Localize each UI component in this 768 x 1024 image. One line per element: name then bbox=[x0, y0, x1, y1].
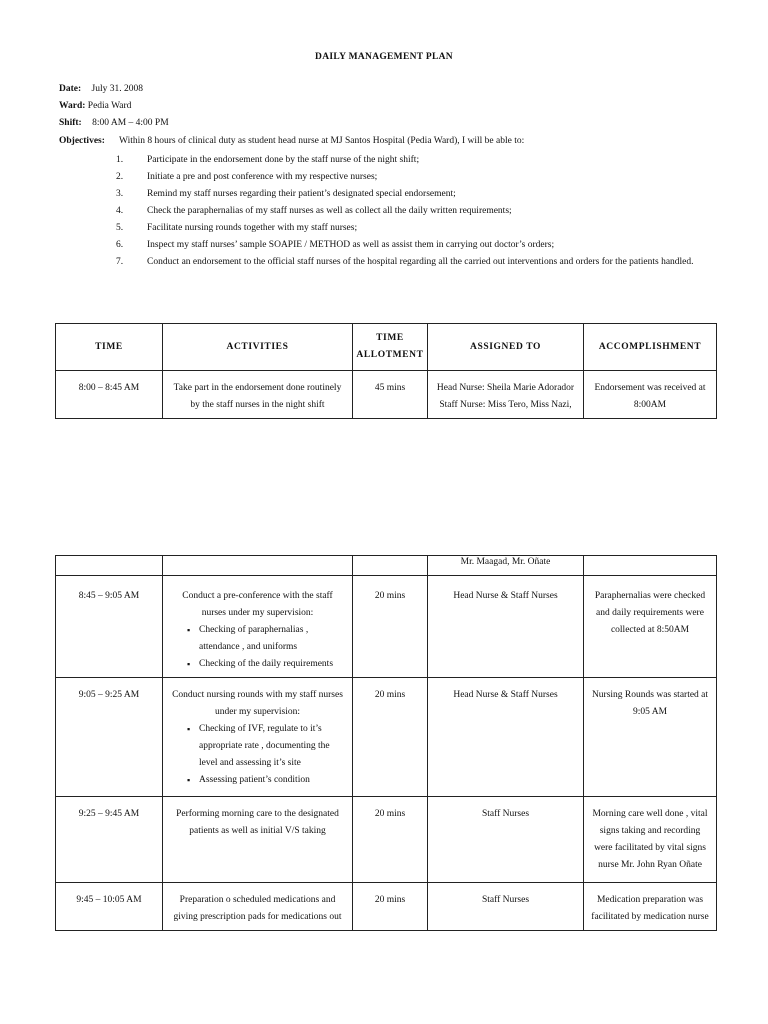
objective-item: 3. Remind my staff nurses regarding their patient’s designated special endorsement; bbox=[116, 189, 456, 199]
objective-item: 5. Facilitate nursing rounds together with my staff nurses; bbox=[116, 223, 358, 233]
row-accomplishment: Morning care well done , vital signs taking and recording were facilitated by vital signs nurse Mr. John Ryan Oñate bbox=[592, 809, 708, 870]
header-time-allotment: TIME ALLOTMENT bbox=[353, 324, 428, 371]
row-activity: Preparation o scheduled medications and giving prescription pads for medications out bbox=[173, 895, 342, 922]
objectives-list bbox=[116, 152, 710, 271]
row-activity: Performing morning care to the designated patients as well as initial V/S taking bbox=[176, 809, 339, 836]
row-allotment: 45 mins bbox=[374, 383, 406, 393]
objectives-line bbox=[59, 136, 525, 146]
shift-value: 8:00 AM – 4:00 PM bbox=[92, 118, 169, 128]
objective-item: 2. Initiate a pre and post conference with my respective nurses; bbox=[116, 172, 378, 182]
plan-table-page-1 bbox=[55, 323, 717, 419]
plan-table-page-2 bbox=[55, 555, 717, 931]
table-row bbox=[56, 678, 717, 797]
objectives-intro: Within 8 hours of clinical duty as student head nurse at MJ Santos Hospital (Pedia Ward), I will be able to: bbox=[119, 136, 525, 146]
ward-label: Ward: bbox=[59, 101, 86, 111]
date-line bbox=[59, 84, 143, 94]
bullet-item: ▪ Checking of the daily requirements bbox=[187, 656, 348, 673]
shift-line bbox=[59, 118, 169, 128]
shift-label: Shift: bbox=[59, 118, 82, 128]
table-header-row bbox=[56, 324, 717, 371]
table-row bbox=[56, 576, 717, 678]
row-accomplishment: Medication preparation was facilitated by medication nurse bbox=[591, 895, 709, 922]
row-assigned: Mr. Maagad, Mr. Oñate bbox=[460, 557, 551, 567]
row-allotment: 20 mins bbox=[374, 895, 406, 905]
bullet-item: ▪ Checking of IVF, regulate to it’s appropriate rate , documenting the level and assessing it’s site bbox=[187, 721, 348, 772]
header-accomplishment: ACCOMPLISHMENT bbox=[584, 324, 717, 371]
row-allotment: 20 mins bbox=[374, 809, 406, 819]
row-time: 9:05 – 9:25 AM bbox=[78, 690, 140, 700]
bullet-item: ▪ Assessing patient’s condition bbox=[187, 772, 348, 789]
row-assigned: Head Nurse & Staff Nurses bbox=[453, 690, 558, 700]
row-assigned: Head Nurse & Staff Nurses bbox=[453, 591, 558, 601]
row-assigned: Staff Nurses bbox=[481, 895, 530, 905]
row-assigned: Head Nurse: Sheila Marie Adorador Staff Nurse: Miss Tero, Miss Nazi, bbox=[436, 383, 575, 410]
objective-item: 6. Inspect my staff nurses’ sample SOAPIE / METHOD as well as assist them in carrying out doctor’s orders; bbox=[116, 240, 555, 250]
objective-item: 7. Conduct an endorsement to the official staff nurses of the hospital regarding all the carried out interventions and orders for the patients handled. bbox=[116, 257, 694, 267]
row-accomplishment: Nursing Rounds was started at 9:05 AM bbox=[591, 690, 709, 717]
objectives-label: Objectives: bbox=[59, 136, 105, 146]
row-allotment: 20 mins bbox=[374, 591, 406, 601]
ward-value: Pedia Ward bbox=[87, 101, 132, 111]
row-time: 9:25 – 9:45 AM bbox=[78, 809, 140, 819]
date-value: July 31. 2008 bbox=[91, 84, 144, 94]
date-label: Date: bbox=[59, 84, 82, 94]
row-time: 9:45 – 10:05 AM bbox=[76, 895, 142, 905]
row-time: 8:00 – 8:45 AM bbox=[78, 383, 140, 393]
row-activity: Conduct a pre-conference with the staff nurses under my supervision: ▪ Checking of paraphernalias , attendance , and uniforms ▪ Checking of the daily requirements bbox=[163, 576, 352, 677]
objective-item: 4. Check the paraphernalias of my staff nurses as well as collect all the daily written requirements; bbox=[116, 206, 512, 216]
ward-line bbox=[59, 101, 131, 111]
header-assigned-to: ASSIGNED TO bbox=[428, 324, 584, 371]
row-allotment: 20 mins bbox=[374, 690, 406, 700]
row-accomplishment: Paraphernalias were checked and daily requirements were collected at 8:50AM bbox=[594, 591, 706, 635]
table-row bbox=[56, 371, 717, 419]
row-assigned: Staff Nurses bbox=[481, 809, 530, 819]
table-row bbox=[56, 797, 717, 883]
row-time: 8:45 – 9:05 AM bbox=[78, 591, 140, 601]
row-activity: Conduct nursing rounds with my staff nurses under my supervision: ▪ Checking of IVF, regulate to it’s appropriate rate , documenting the level and assessing it’s site ▪ Assessing patient’s condition bbox=[163, 678, 352, 793]
header-time: TIME bbox=[56, 324, 163, 371]
table-row bbox=[56, 556, 717, 576]
bullet-item: ▪ Checking of paraphernalias , attendance , and uniforms bbox=[187, 622, 348, 656]
document-title: DAILY MANAGEMENT PLAN bbox=[315, 52, 453, 62]
header-activities: ACTIVITIES bbox=[163, 324, 353, 371]
row-accomplishment: Endorsement was received at 8:00AM bbox=[594, 383, 706, 410]
objective-item: 1. Participate in the endorsement done by the staff nurse of the night shift; bbox=[116, 155, 420, 165]
row-activity: Take part in the endorsement done routinely by the staff nurses in the night shift bbox=[173, 383, 342, 410]
table-row bbox=[56, 883, 717, 931]
